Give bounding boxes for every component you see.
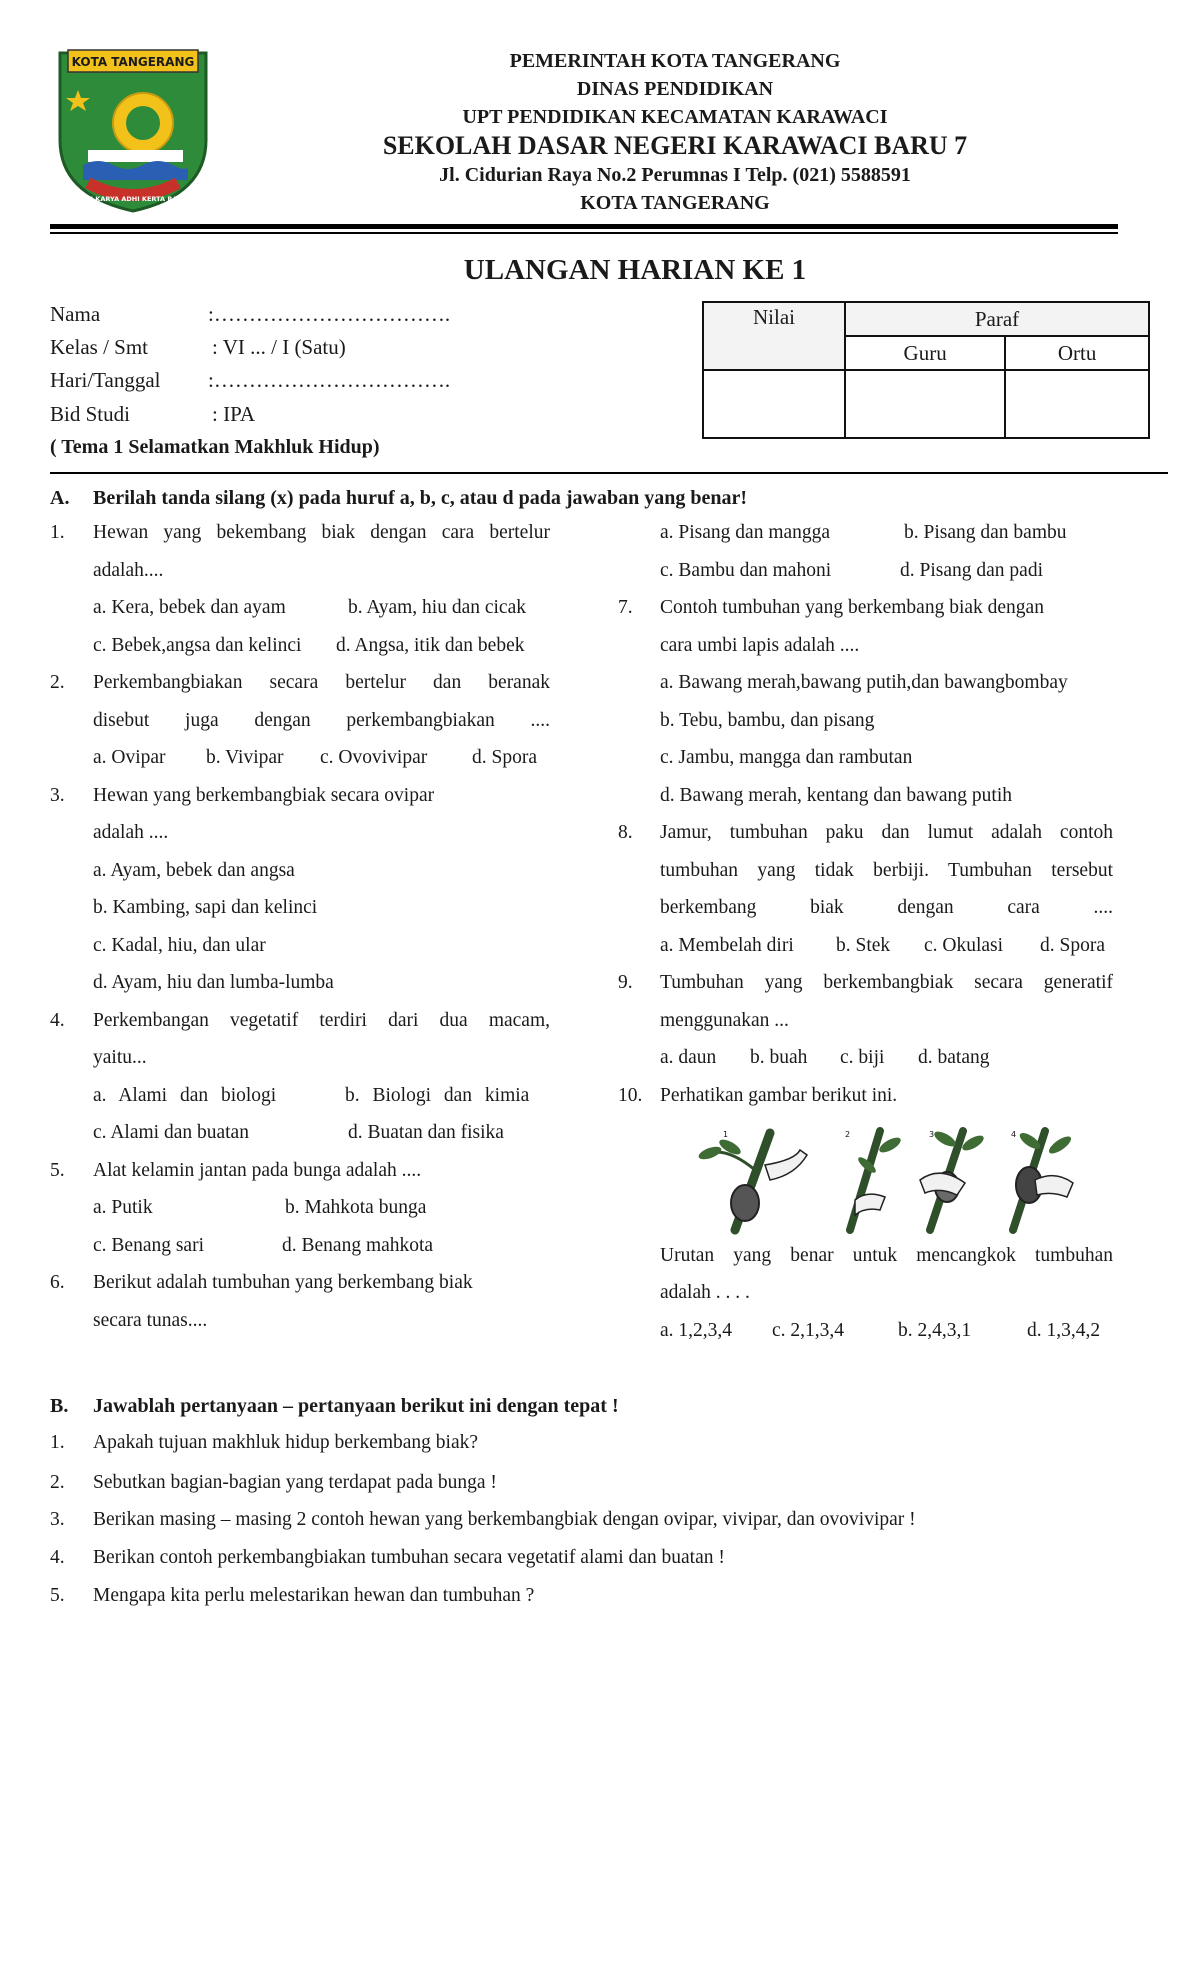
ortu-header: Ortu	[1005, 336, 1149, 370]
q1-option-d[interactable]: d. Angsa, itik dan bebek	[336, 635, 525, 656]
bid-label: Bid Studi	[50, 402, 130, 426]
nilai-cell[interactable]	[703, 370, 845, 438]
q6-option-d[interactable]: d. Pisang dan padi	[900, 560, 1043, 581]
q4-option-d[interactable]: d. Buatan dan fisika	[348, 1122, 504, 1143]
kelas-label: Kelas / Smt	[50, 335, 148, 359]
grafting-steps-illustration	[695, 1125, 1090, 1235]
q5-option-a[interactable]: a. Putik	[93, 1197, 153, 1218]
nama-label: Nama	[50, 302, 101, 326]
b-q5-number: 5.	[50, 1585, 65, 1606]
hari-value: :…………………………….	[208, 368, 451, 392]
score-table	[702, 301, 1150, 439]
q10-text-line3: adalah . . . .	[660, 1282, 750, 1303]
section-divider	[50, 472, 1168, 474]
q6-option-b[interactable]: b. Pisang dan bambu	[904, 522, 1067, 543]
ortu-signature-cell[interactable]	[1005, 370, 1149, 438]
header-line-2: DINAS PENDIDIKAN	[576, 78, 774, 100]
hari-field	[50, 368, 450, 393]
q3-text-line2: adalah ....	[93, 822, 169, 843]
b-q1-number: 1.	[50, 1432, 65, 1453]
q9-option-b[interactable]: b. buah	[750, 1047, 808, 1068]
svg-text:1: 1	[723, 1130, 729, 1139]
q10-option-b[interactable]: c. 2,1,3,4	[772, 1320, 845, 1341]
header-line-6: KOTA TANGERANG	[580, 192, 770, 214]
b-q4-number: 4.	[50, 1547, 65, 1568]
q1-option-b[interactable]: b. Ayam, hiu dan cicak	[348, 597, 526, 618]
guru-signature-cell[interactable]	[845, 370, 1005, 438]
q5-number: 5.	[50, 1160, 65, 1181]
header-rule-thick	[50, 224, 1118, 229]
q1-text-line1: Hewan yang bekembang biak dengan cara bertelur	[93, 522, 550, 543]
q2-option-c[interactable]: c. Ovovivipar	[320, 747, 428, 768]
nama-value: :…………………………….	[208, 302, 451, 326]
paraf-header: Paraf	[845, 302, 1149, 336]
q2-text-line1: Perkembangbiakan secara bertelur dan beranak	[93, 672, 550, 693]
q9-option-a[interactable]: a. daun	[660, 1047, 717, 1068]
svg-text:4: 4	[1011, 1130, 1017, 1139]
q7-option-c[interactable]: c. Jambu, mangga dan rambutan	[660, 747, 913, 768]
q1-option-a[interactable]: a. Kera, bebek dan ayam	[93, 597, 286, 618]
q10-option-a[interactable]: a. 1,2,3,4	[660, 1320, 733, 1341]
svg-text:BHAKTI KARYA ADHI KERTA RAHARJ: BHAKTI KARYA ADHI KERTA RAHARJA	[65, 195, 201, 203]
q6-option-c[interactable]: c. Bambu dan mahoni	[660, 560, 832, 581]
q3-option-b[interactable]: b. Kambing, sapi dan kelinci	[93, 897, 318, 918]
q1-option-c[interactable]: c. Bebek,angsa dan kelinci	[93, 635, 302, 656]
svg-text:3: 3	[929, 1130, 935, 1139]
q6-option-a[interactable]: a. Pisang dan mangga	[660, 522, 831, 543]
tema-label: ( Tema 1 Selamatkan Makhluk Hidup)	[50, 436, 380, 458]
q10-option-d[interactable]: d. 1,3,4,2	[1027, 1320, 1101, 1341]
q1-text-line2: adalah....	[93, 560, 164, 581]
q8-text-line2: tumbuhan yang tidak berbiji. Tumbuhan tersebut	[660, 860, 1113, 881]
kelas-value: : VI ... / I (Satu)	[212, 335, 346, 359]
q2-option-b[interactable]: b. Vivipar	[206, 747, 284, 768]
q1-number: 1.	[50, 522, 65, 543]
q3-option-c[interactable]: c. Kadal, hiu, dan ular	[93, 935, 266, 956]
q8-text-line1: Jamur, tumbuhan paku dan lumut adalah contoh	[660, 822, 1113, 843]
grafting-step-4	[1011, 1130, 1074, 1230]
q7-text-line1: Contoh tumbuhan yang berkembang biak dengan	[660, 597, 1044, 618]
q6-text-line2: secara tunas....	[93, 1310, 208, 1331]
q8-text-line3: berkembang biak dengan cara ....	[660, 897, 1113, 918]
q10-text-line1: Perhatikan gambar berikut ini.	[660, 1085, 898, 1106]
guru-header: Guru	[845, 336, 1005, 370]
q7-option-b[interactable]: b. Tebu, bambu, dan pisang	[660, 710, 875, 731]
q8-option-d[interactable]: d. Spora	[1040, 935, 1105, 956]
q8-number: 8.	[618, 822, 633, 843]
b-q1-text: Apakah tujuan makhluk hidup berkembang biak?	[93, 1432, 479, 1453]
b-q2-text: Sebutkan bagian-bagian yang terdapat pada bunga !	[93, 1472, 497, 1493]
bid-value: : IPA	[212, 402, 255, 426]
q6-number: 6.	[50, 1272, 65, 1293]
q5-text-line1: Alat kelamin jantan pada bunga adalah ....	[93, 1160, 422, 1181]
nama-field	[50, 302, 450, 327]
q8-option-b[interactable]: b. Stek	[836, 935, 891, 956]
q7-number: 7.	[618, 597, 633, 618]
svg-text:2: 2	[845, 1130, 851, 1139]
q5-option-b[interactable]: b. Mahkota bunga	[285, 1197, 427, 1218]
q2-text-line2: disebut juga dengan perkembangbiakan ....	[93, 710, 550, 731]
q9-text-line2: menggunakan ...	[660, 1010, 789, 1031]
bid-field	[50, 402, 255, 427]
exam-title: ULANGAN HARIAN KE 1	[463, 254, 807, 286]
section-a-letter: A.	[50, 487, 70, 509]
q2-option-d[interactable]: d. Spora	[472, 747, 537, 768]
q10-number: 10.	[618, 1085, 643, 1106]
q3-option-a[interactable]: a. Ayam, bebek dan angsa	[93, 860, 295, 881]
kelas-field	[50, 335, 346, 360]
q10-option-c[interactable]: b. 2,4,3,1	[898, 1320, 972, 1341]
b-q4-text: Berikan contoh perkembangbiakan tumbuhan secara vegetatif alami dan buatan !	[93, 1547, 725, 1568]
header-rule-thin	[50, 232, 1118, 234]
q4-text-line2: yaitu...	[93, 1047, 147, 1068]
school-name: SEKOLAH DASAR NEGERI KARAWACI BARU 7	[382, 131, 968, 160]
q2-number: 2.	[50, 672, 65, 693]
q7-text-line2: cara umbi lapis adalah ....	[660, 635, 860, 656]
q3-text-line1: Hewan yang berkembangbiak secara ovipar	[93, 785, 435, 806]
hari-label: Hari/Tanggal	[50, 368, 161, 392]
q2-option-a[interactable]: a. Ovipar	[93, 747, 166, 768]
nilai-header: Nilai	[703, 302, 845, 370]
q10-text-line2: Urutan yang benar untuk mencangkok tumbuhan	[660, 1245, 1113, 1266]
q9-text-line1: Tumbuhan yang berkembangbiak secara generatif	[660, 972, 1113, 993]
q5-option-c[interactable]: c. Benang sari	[93, 1235, 205, 1256]
section-a-instruction: Berilah tanda silang (x) pada huruf a, b, c, atau d pada jawaban yang benar!	[93, 487, 748, 509]
q3-option-d[interactable]: d. Ayam, hiu dan lumba-lumba	[93, 972, 334, 993]
header-line-3: UPT PENDIDIKAN KECAMATAN KARAWACI	[462, 106, 888, 128]
b-q2-number: 2.	[50, 1472, 65, 1493]
q4-number: 4.	[50, 1010, 65, 1031]
q8-option-a[interactable]: a. Membelah diri	[660, 935, 794, 956]
grafting-step-3	[920, 1129, 986, 1230]
q8-option-c[interactable]: c. Okulasi	[924, 935, 1004, 956]
grafting-step-1	[697, 1130, 807, 1230]
grafting-step-2	[845, 1130, 903, 1230]
q7-option-d[interactable]: d. Bawang merah, kentang dan bawang putih	[660, 785, 1012, 806]
q9-number: 9.	[618, 972, 633, 993]
school-address: Jl. Cidurian Raya No.2 Perumnas I Telp. (021) 5588591	[439, 164, 911, 186]
q4-option-b[interactable]: b. Biologi dan kimia	[345, 1085, 530, 1106]
q6-text-line1: Berikut adalah tumbuhan yang berkembang biak	[93, 1272, 473, 1293]
q4-text-line1: Perkembangan vegetatif terdiri dari dua macam,	[93, 1010, 550, 1031]
q4-option-a[interactable]: a. Alami dan biologi	[93, 1085, 277, 1106]
q3-number: 3.	[50, 785, 65, 806]
b-q3-text: Berikan masing – masing 2 contoh hewan yang berkembangbiak dengan ovipar, vivipar, dan ovovivipar !	[93, 1509, 916, 1530]
q9-option-c[interactable]: c. biji	[840, 1047, 885, 1068]
q4-option-c[interactable]: c. Alami dan buatan	[93, 1122, 249, 1143]
q7-option-a[interactable]: a. Bawang merah,bawang putih,dan bawangbombay	[660, 672, 1068, 693]
b-q5-text: Mengapa kita perlu melestarikan hewan dan tumbuhan ?	[93, 1585, 535, 1606]
section-b-letter: B.	[50, 1395, 69, 1417]
header-line-1: PEMERINTAH KOTA TANGERANG	[509, 50, 841, 72]
section-b-instruction: Jawablah pertanyaan – pertanyaan berikut ini dengan tepat !	[93, 1395, 619, 1417]
svg-text:KOTA TANGERANG: KOTA TANGERANG	[71, 55, 195, 69]
b-q3-number: 3.	[50, 1509, 65, 1530]
q9-option-d[interactable]: d. batang	[918, 1047, 990, 1068]
q5-option-d[interactable]: d. Benang mahkota	[282, 1235, 434, 1256]
